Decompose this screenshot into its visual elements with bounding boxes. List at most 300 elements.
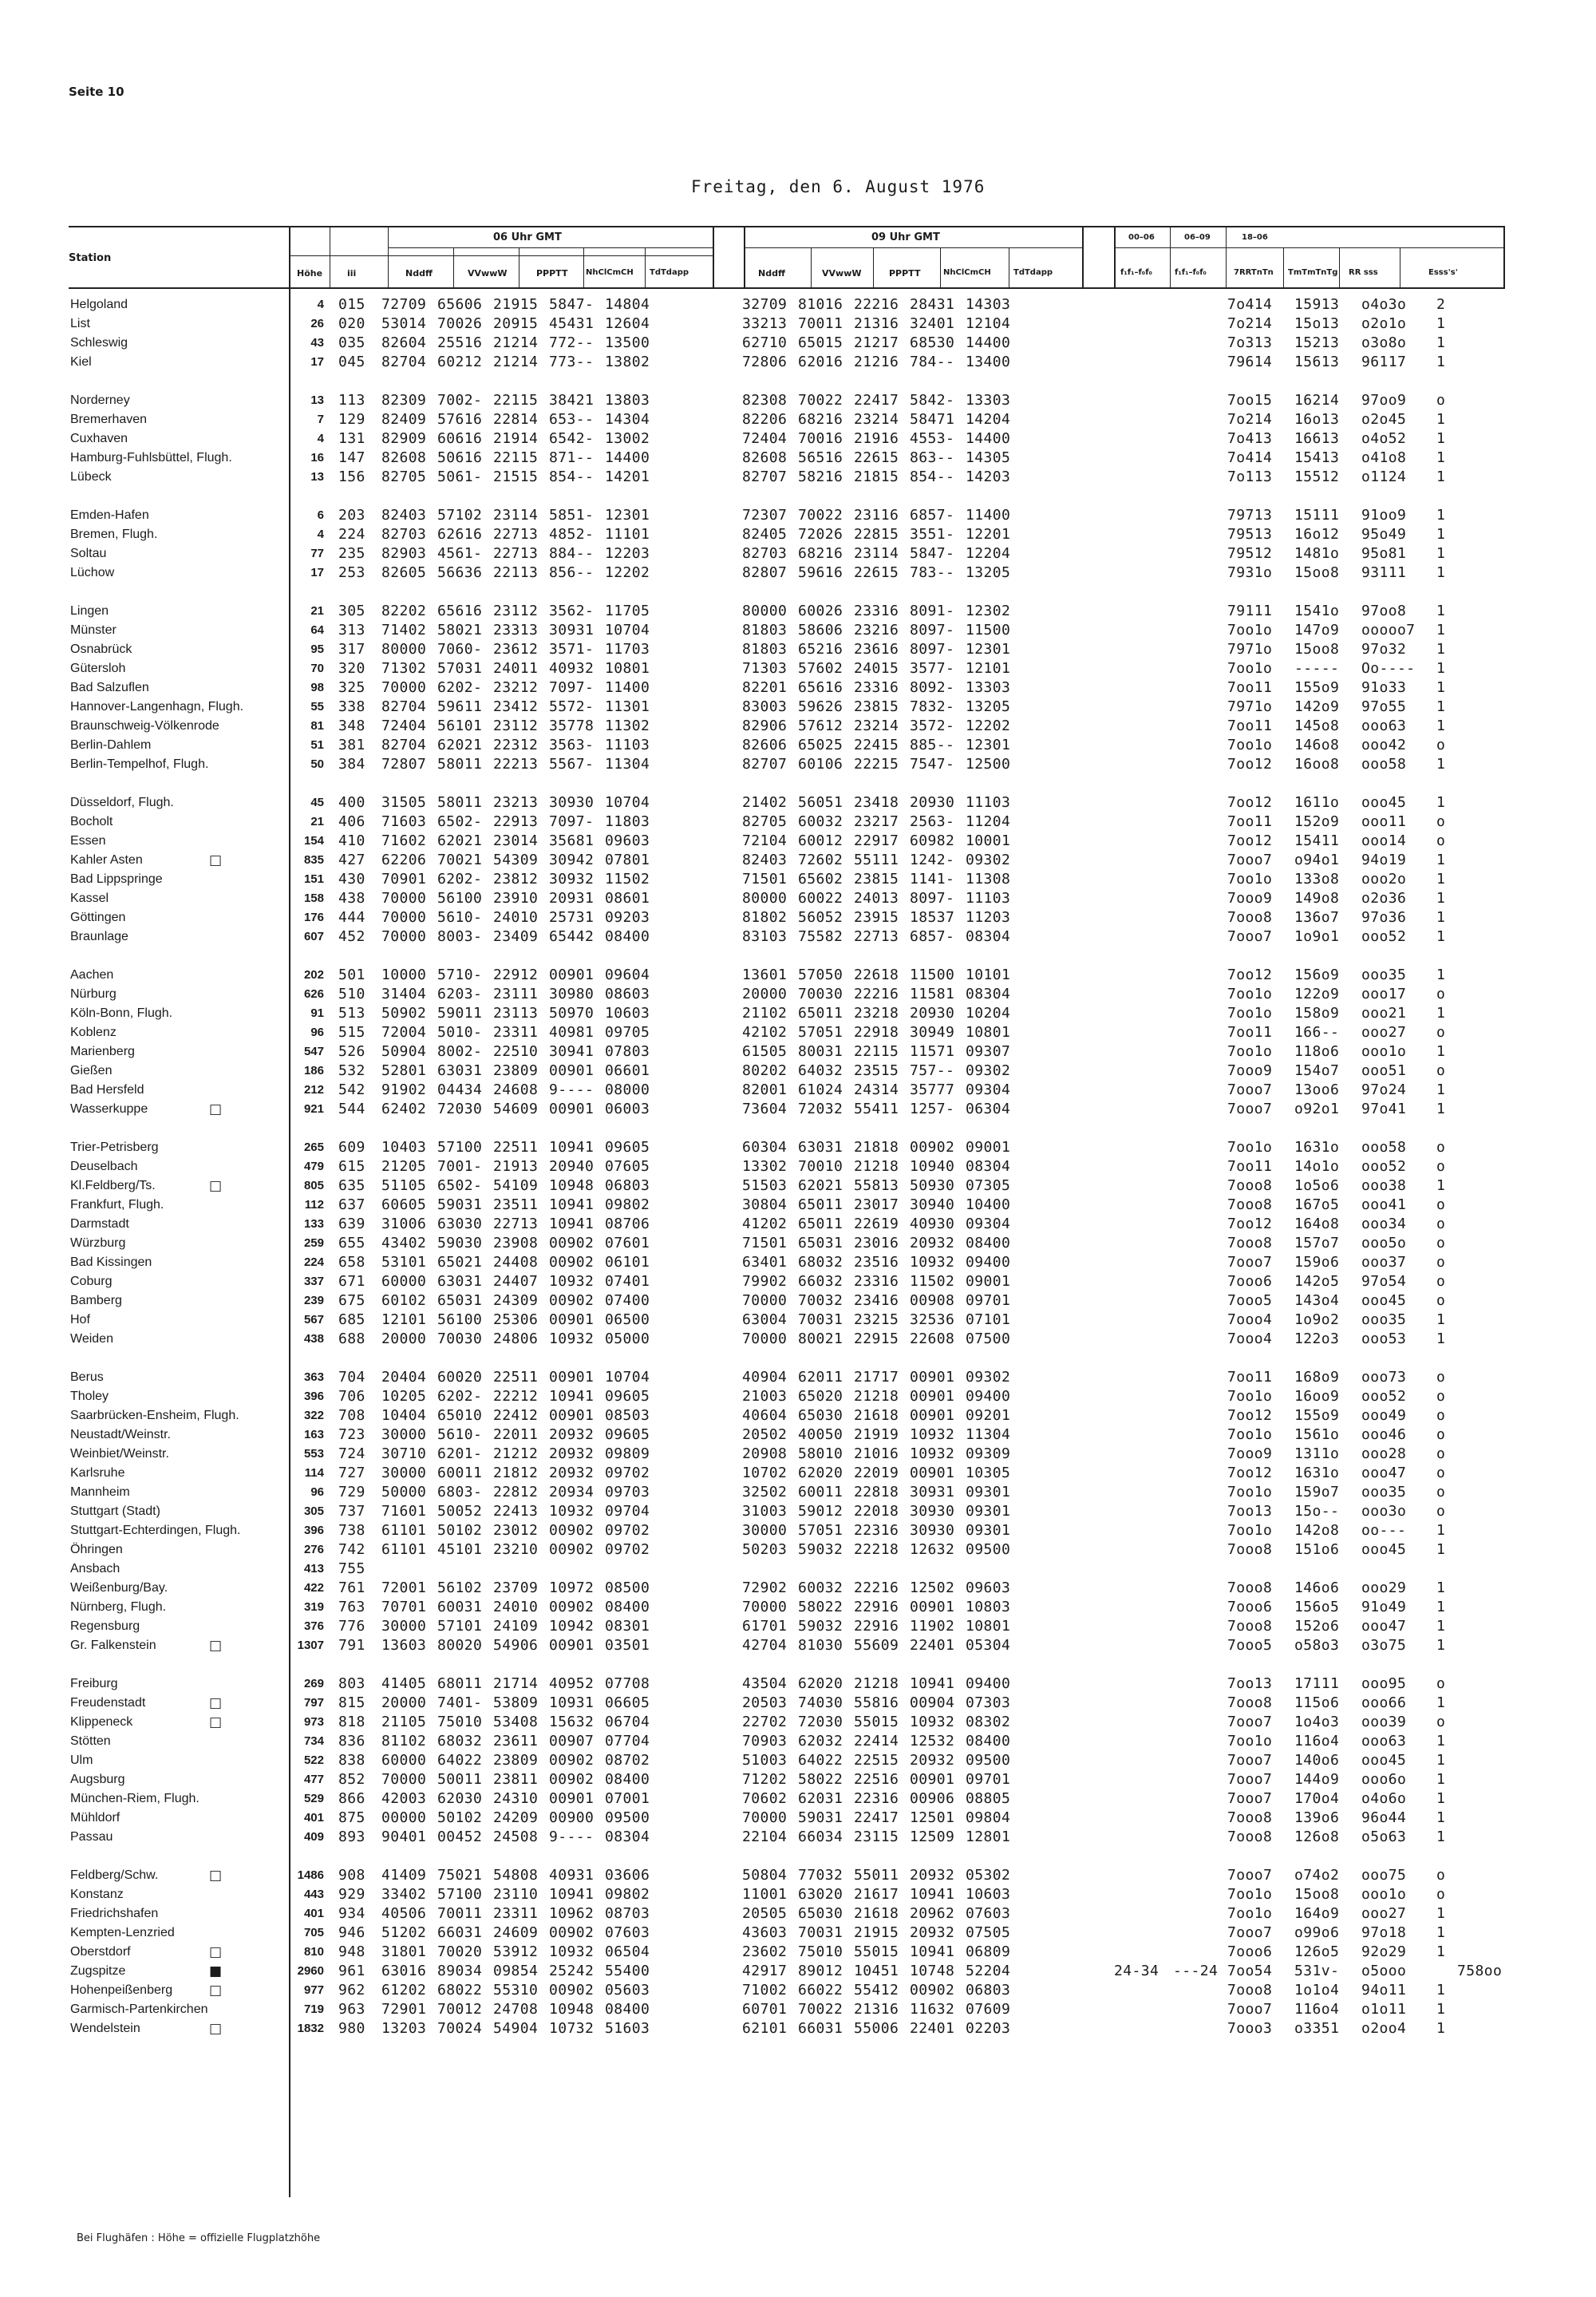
value-g4: 772-- <box>549 334 595 351</box>
value-n1: 81802 <box>742 909 788 926</box>
value-flag: 1 <box>1436 1579 1445 1596</box>
station-height: 224 <box>303 1255 324 1269</box>
header-09-uhr: 09 Uhr GMT <box>871 231 940 243</box>
value-a1: 7oo1o <box>1227 1139 1273 1156</box>
value-g2: 6803- <box>437 1484 483 1500</box>
value-a1: 7ooo5 <box>1227 1292 1273 1309</box>
value-g5: 06601 <box>605 1062 650 1079</box>
value-g4: 5851- <box>549 507 595 524</box>
value-n5: 09301 <box>966 1522 1011 1539</box>
value-g1: 52801 <box>381 1062 427 1079</box>
value-iii: 113 <box>338 392 365 409</box>
station-height: 55 <box>310 700 324 714</box>
value-n1: 63401 <box>742 1254 788 1271</box>
value-n1: 10702 <box>742 1465 788 1481</box>
value-n2: 59031 <box>798 1809 843 1826</box>
value-g3: 21915 <box>493 296 539 313</box>
value-n1: 13302 <box>742 1158 788 1175</box>
value-a2: 122o3 <box>1294 1330 1340 1347</box>
value-flag: 1 <box>1436 1637 1445 1654</box>
value-n3: 22619 <box>854 1216 899 1232</box>
value-g2: 58011 <box>437 794 483 811</box>
value-n3: 22815 <box>854 526 899 543</box>
value-iii: 406 <box>338 813 365 830</box>
value-a1: 7ooo5 <box>1227 1637 1273 1654</box>
value-n5: 14303 <box>966 296 1011 313</box>
value-g1: 82704 <box>381 737 427 753</box>
value-g3: 24010 <box>493 909 539 926</box>
value-n5: 09001 <box>966 1273 1011 1290</box>
value-n1: 80202 <box>742 1062 788 1079</box>
header-vvwww-09: VVwwW <box>822 268 862 279</box>
value-n2: 58022 <box>798 1599 843 1615</box>
value-g2: 68032 <box>437 1733 483 1749</box>
value-a2: 126o5 <box>1294 1943 1340 1960</box>
value-a2: 115o6 <box>1294 1694 1340 1711</box>
value-n4: 20932 <box>910 1235 955 1251</box>
value-n2: 62011 <box>798 1369 843 1386</box>
value-n3: 21618 <box>854 1905 899 1922</box>
value-n2: 70011 <box>798 315 843 332</box>
value-n1: 82707 <box>742 468 788 485</box>
value-g5: 10704 <box>605 794 650 811</box>
station-name: Lübeck <box>70 470 112 484</box>
value-a2: 147o9 <box>1294 622 1340 638</box>
station-name: Bamberg <box>70 1294 122 1307</box>
value-n2: 60032 <box>798 813 843 830</box>
value-flag: 1 <box>1436 641 1445 658</box>
value-n5: 08302 <box>966 1714 1011 1730</box>
value-n3: 21617 <box>854 1886 899 1903</box>
value-g4: 40952 <box>549 1675 595 1692</box>
value-g4: 40931 <box>549 1867 595 1884</box>
value-g5: 06003 <box>605 1101 650 1117</box>
value-n3: 23616 <box>854 641 899 658</box>
value-n5: 08805 <box>966 1790 1011 1807</box>
value-g2: 65021 <box>437 1254 483 1271</box>
value-n4: 20930 <box>910 1005 955 1022</box>
value-a3: ooo45 <box>1361 1541 1407 1558</box>
value-g5: 09704 <box>605 1503 650 1520</box>
value-g3: 23409 <box>493 928 539 945</box>
value-n5: 11203 <box>966 909 1011 926</box>
value-g5: 10603 <box>605 1005 650 1022</box>
station-height: 4 <box>317 432 324 445</box>
value-n1: 82201 <box>742 679 788 696</box>
value-g3: 24011 <box>493 660 539 677</box>
value-a3: ooo75 <box>1361 1867 1407 1884</box>
header-period-18-06: 18–06 <box>1242 233 1268 242</box>
value-a3: oo--- <box>1361 1522 1407 1539</box>
station-name: Tholey <box>70 1390 109 1403</box>
value-a3: ooo35 <box>1361 1484 1407 1500</box>
value-n3: 55609 <box>854 1637 899 1654</box>
value-g2: 63030 <box>437 1216 483 1232</box>
station-height: 477 <box>303 1773 324 1786</box>
header-nhcl-06: NhClCmCH <box>586 268 634 277</box>
value-n2: 81016 <box>798 296 843 313</box>
station-name: Bad Lippspringe <box>70 872 163 886</box>
station-name: Soltau <box>70 547 107 560</box>
value-n4: 3577- <box>910 660 955 677</box>
station-height: 553 <box>303 1447 324 1461</box>
value-g5: 07708 <box>605 1675 650 1692</box>
value-n3: 22516 <box>854 1771 899 1788</box>
value-iii: 635 <box>338 1177 365 1194</box>
value-g5: 51603 <box>605 2020 650 2037</box>
value-n1: 60701 <box>742 2001 788 2018</box>
value-n1: 72404 <box>742 430 788 447</box>
value-g1: 51202 <box>381 1924 427 1941</box>
value-n1: 72307 <box>742 507 788 524</box>
value-a3: 97o18 <box>1361 1924 1407 1941</box>
value-g1: 53014 <box>381 315 427 332</box>
value-g5: 05000 <box>605 1330 650 1347</box>
value-iii: 313 <box>338 622 365 638</box>
value-n4: 00902 <box>910 1139 955 1156</box>
value-n3: 21316 <box>854 315 899 332</box>
rule <box>69 287 1505 289</box>
value-n1: 82001 <box>742 1081 788 1098</box>
value-g3: 22212 <box>493 1388 539 1405</box>
value-g1: 40506 <box>381 1905 427 1922</box>
value-flag: 1 <box>1436 1177 1445 1194</box>
value-a2: 145o8 <box>1294 718 1340 734</box>
value-g1: 72004 <box>381 1024 427 1041</box>
value-g2: 59011 <box>437 1005 483 1022</box>
value-n2: 68216 <box>798 411 843 428</box>
value-n1: 51003 <box>742 1752 788 1769</box>
value-a2: 122o9 <box>1294 986 1340 1002</box>
value-n4: 10748 <box>910 1963 955 1979</box>
value-n1: 83003 <box>742 698 788 715</box>
value-n4: 11502 <box>910 1273 955 1290</box>
value-n4: 10932 <box>910 1445 955 1462</box>
station-height: 43 <box>310 336 324 350</box>
value-n2: 57050 <box>798 967 843 983</box>
value-n5: 13303 <box>966 679 1011 696</box>
value-g5: 09605 <box>605 1426 650 1443</box>
value-g1: 60605 <box>381 1196 427 1213</box>
station-name: Zugspitze <box>70 1964 126 1978</box>
value-n1: 81803 <box>742 641 788 658</box>
station-name: Freudenstadt <box>70 1696 146 1710</box>
value-n4: 12532 <box>910 1733 955 1749</box>
value-a3: Oo---- <box>1361 660 1416 677</box>
value-flag: 1 <box>1436 468 1445 485</box>
value-n1: 73604 <box>742 1101 788 1117</box>
value-flag: 1 <box>1436 1522 1445 1539</box>
station-name: Saarbrücken-Ensheim, Flugh. <box>70 1409 239 1422</box>
value-g3: 24309 <box>493 1292 539 1309</box>
value-n3: 21016 <box>854 1445 899 1462</box>
value-g1: 43402 <box>381 1235 427 1251</box>
value-iii: 962 <box>338 1982 365 1999</box>
value-n5: 09307 <box>966 1043 1011 1060</box>
value-g3: 24407 <box>493 1273 539 1290</box>
value-iii: 452 <box>338 928 365 945</box>
value-g3: 23014 <box>493 832 539 849</box>
value-iii: 203 <box>338 507 365 524</box>
value-g5: 07605 <box>605 1158 650 1175</box>
value-g1: 82703 <box>381 526 427 543</box>
value-n1: 71501 <box>742 871 788 888</box>
value-a1: 7ooo6 <box>1227 1273 1273 1290</box>
value-g3: 23112 <box>493 718 539 734</box>
value-a3: ooo21 <box>1361 1005 1407 1022</box>
value-a1: 7o413 <box>1227 430 1273 447</box>
station-name: Freiburg <box>70 1677 118 1690</box>
station-height: 81 <box>310 719 324 733</box>
station-height: 114 <box>304 1466 324 1480</box>
value-n3: 21915 <box>854 1924 899 1941</box>
value-n3: 21919 <box>854 1426 899 1443</box>
value-g2: 62030 <box>437 1790 483 1807</box>
value-n2: 65602 <box>798 871 843 888</box>
value-n2: 89012 <box>798 1963 843 1979</box>
value-n3: 23016 <box>854 1235 899 1251</box>
value-n2: 72032 <box>798 1101 843 1117</box>
value-a2: 14o1o <box>1294 1158 1340 1175</box>
value-flag: o <box>1436 1407 1445 1424</box>
value-g5: 09203 <box>605 909 650 926</box>
value-a2: 156o9 <box>1294 967 1340 983</box>
value-n5: 14203 <box>966 468 1011 485</box>
value-n4: 00906 <box>910 1790 955 1807</box>
value-g1: 82605 <box>381 564 427 581</box>
value-iii: 934 <box>338 1905 365 1922</box>
value-a1: 7oo12 <box>1227 756 1273 773</box>
value-iii: 035 <box>338 334 365 351</box>
value-n3: 23418 <box>854 794 899 811</box>
value-iii: 338 <box>338 698 365 715</box>
value-g4: 40932 <box>549 660 595 677</box>
value-g3: 23110 <box>493 1886 539 1903</box>
station-height: 835 <box>303 853 324 867</box>
value-n5: 09400 <box>966 1388 1011 1405</box>
value-g4: 00902 <box>549 1599 595 1615</box>
value-a1: 7oo11 <box>1227 718 1273 734</box>
station-name: Kiel <box>70 355 92 369</box>
value-g5: 09802 <box>605 1886 650 1903</box>
value-g2: 45101 <box>437 1541 483 1558</box>
station-name: Bocholt <box>70 815 113 828</box>
value-a2: 16o13 <box>1294 411 1340 428</box>
value-a1: 7ooo8 <box>1227 1829 1273 1845</box>
value-n1: 82707 <box>742 756 788 773</box>
value-n4: 10932 <box>910 1426 955 1443</box>
value-a3: ooo58 <box>1361 756 1407 773</box>
value-a3: ooo45 <box>1361 794 1407 811</box>
value-flag: o <box>1436 1369 1445 1386</box>
value-a2: 142o8 <box>1294 1522 1340 1539</box>
value-g3: 24109 <box>493 1618 539 1635</box>
header-nddff-06: Nddff <box>405 268 433 279</box>
station-height: 4 <box>317 528 324 541</box>
value-n4: 6857- <box>910 928 955 945</box>
header-hoehe: Höhe <box>297 268 323 279</box>
value-n4: 757-- <box>910 1062 955 1079</box>
value-iii: 655 <box>338 1235 365 1251</box>
value-n2: 58606 <box>798 622 843 638</box>
value-n2: 62016 <box>798 354 843 370</box>
value-a2: 16oo8 <box>1294 756 1340 773</box>
value-n2: 62032 <box>798 1733 843 1749</box>
value-g3: 21212 <box>493 1445 539 1462</box>
value-n1: 70903 <box>742 1733 788 1749</box>
value-iii: 803 <box>338 1675 365 1692</box>
value-g5: 09605 <box>605 1139 650 1156</box>
value-n1: 21003 <box>742 1388 788 1405</box>
value-a1: 7oo1o <box>1227 1426 1273 1443</box>
station-name: Kempten-Lenzried <box>70 1926 175 1939</box>
value-flag: 1 <box>1436 430 1445 447</box>
value-a1: 7ooo7 <box>1227 1714 1273 1730</box>
value-a3: o2oo4 <box>1361 2020 1407 2037</box>
value-g1: 71302 <box>381 660 427 677</box>
value-a3: o1o11 <box>1361 2001 1407 2018</box>
value-iii: 542 <box>338 1081 365 1098</box>
footnote: Bei Flughäfen : Höhe = offizielle Flugplatzhöhe <box>77 2232 321 2244</box>
value-n3: 10451 <box>854 1963 899 1979</box>
value-n3: 21316 <box>854 2001 899 2018</box>
value-iii: 671 <box>338 1273 365 1290</box>
mountain-station-marker: □ <box>209 1868 223 1884</box>
value-n4: 10940 <box>910 1158 955 1175</box>
value-g4: 10942 <box>549 1618 595 1635</box>
value-a3: o4o3o <box>1361 296 1407 313</box>
value-flag: 1 <box>1436 2001 1445 2018</box>
value-g5: 06500 <box>605 1311 650 1328</box>
value-n5: 07505 <box>966 1924 1011 1941</box>
value-g2: 70024 <box>437 2020 483 2037</box>
value-a1: 7ooo8 <box>1227 1618 1273 1635</box>
station-height: 17 <box>310 355 324 369</box>
value-a2: 118o6 <box>1294 1043 1340 1060</box>
value-n4: 40930 <box>910 1216 955 1232</box>
value-a2: o92o1 <box>1294 1101 1340 1117</box>
value-n5: 14204 <box>966 411 1011 428</box>
value-n2: 70031 <box>798 1311 843 1328</box>
value-n3: 22915 <box>854 1330 899 1347</box>
value-a1: 7931o <box>1227 564 1273 581</box>
value-iii: 544 <box>338 1101 365 1117</box>
value-n4: 32401 <box>910 315 955 332</box>
value-g2: 56101 <box>437 718 483 734</box>
value-n3: 21218 <box>854 1388 899 1405</box>
value-a1: 7oo11 <box>1227 1369 1273 1386</box>
header-tdtd-09: TdTdapp <box>1013 268 1053 277</box>
value-n3: 23216 <box>854 622 899 638</box>
value-g1: 82608 <box>381 449 427 466</box>
station-height: 705 <box>303 1926 324 1939</box>
value-g4: 9---- <box>549 1829 595 1845</box>
value-n3: 21216 <box>854 354 899 370</box>
station-name: Stötten <box>70 1734 111 1748</box>
value-n3: 22916 <box>854 1599 899 1615</box>
value-n5: 13205 <box>966 564 1011 581</box>
station-name: Hannover-Langenhagn, Flugh. <box>70 700 244 714</box>
value-g4: 20934 <box>549 1484 595 1500</box>
value-a1: 7o414 <box>1227 449 1273 466</box>
value-n1: 20503 <box>742 1694 788 1711</box>
value-n5: 10305 <box>966 1465 1011 1481</box>
value-a2: o99o6 <box>1294 1924 1340 1941</box>
value-flag: 1 <box>1436 967 1445 983</box>
value-n5: 05302 <box>966 1867 1011 1884</box>
value-g4: 10948 <box>549 2001 595 2018</box>
value-g2: 66031 <box>437 1924 483 1941</box>
value-a2: 154o7 <box>1294 1062 1340 1079</box>
value-g2: 62021 <box>437 737 483 753</box>
value-g1: 51105 <box>381 1177 427 1194</box>
value-iii: 875 <box>338 1809 365 1826</box>
value-n1: 71002 <box>742 1982 788 1999</box>
value-n1: 41202 <box>742 1216 788 1232</box>
value-g2: 6203- <box>437 986 483 1002</box>
value-g3: 22115 <box>493 449 539 466</box>
value-g5: 11101 <box>605 526 650 543</box>
value-n5: 11103 <box>966 890 1011 907</box>
value-a2: 1481o <box>1294 545 1340 562</box>
rule <box>289 255 713 256</box>
value-a3: ooo63 <box>1361 1733 1407 1749</box>
value-n5: 07500 <box>966 1330 1011 1347</box>
value-g1: 61202 <box>381 1982 427 1999</box>
value-g2: 6502- <box>437 1177 483 1194</box>
value-g5: 55400 <box>605 1963 650 1979</box>
value-n4: 00901 <box>910 1407 955 1424</box>
value-g3: 24408 <box>493 1254 539 1271</box>
value-iii: 738 <box>338 1522 365 1539</box>
value-n2: 70022 <box>798 392 843 409</box>
value-g2: 68011 <box>437 1675 483 1692</box>
value-g4: 7097- <box>549 679 595 696</box>
mountain-station-marker: ■ <box>209 1963 223 1979</box>
value-a1: 7oo12 <box>1227 832 1273 849</box>
value-g2: 56636 <box>437 564 483 581</box>
value-g3: 23210 <box>493 1541 539 1558</box>
value-n4: 783-- <box>910 564 955 581</box>
value-n2: 40050 <box>798 1426 843 1443</box>
value-flag: o <box>1436 813 1445 830</box>
value-n4: 68530 <box>910 334 955 351</box>
value-g4: 50970 <box>549 1005 595 1022</box>
value-a3: ooo38 <box>1361 1177 1407 1194</box>
value-a2: 15512 <box>1294 468 1340 485</box>
value-flag: 1 <box>1436 928 1445 945</box>
value-n2: 70010 <box>798 1158 843 1175</box>
value-n4: 18537 <box>910 909 955 926</box>
station-name: Essen <box>70 834 106 848</box>
value-a2: 1541o <box>1294 603 1340 619</box>
value-a3: ooo11 <box>1361 813 1407 830</box>
value-n1: 82608 <box>742 449 788 466</box>
value-g2: 72030 <box>437 1101 483 1117</box>
value-a2: 159o6 <box>1294 1254 1340 1271</box>
value-a1: 7ooo6 <box>1227 1943 1273 1960</box>
value-flag: 1 <box>1436 871 1445 888</box>
value-n5: 12202 <box>966 718 1011 734</box>
value-flag: 2 <box>1436 296 1445 313</box>
value-a1: 7971o <box>1227 698 1273 715</box>
value-iii: 513 <box>338 1005 365 1022</box>
value-n3: 23114 <box>854 545 899 562</box>
value-iii: 723 <box>338 1426 365 1443</box>
value-flag: 1 <box>1436 545 1445 562</box>
station-height: 401 <box>303 1811 324 1825</box>
value-g3: 23809 <box>493 1752 539 1769</box>
